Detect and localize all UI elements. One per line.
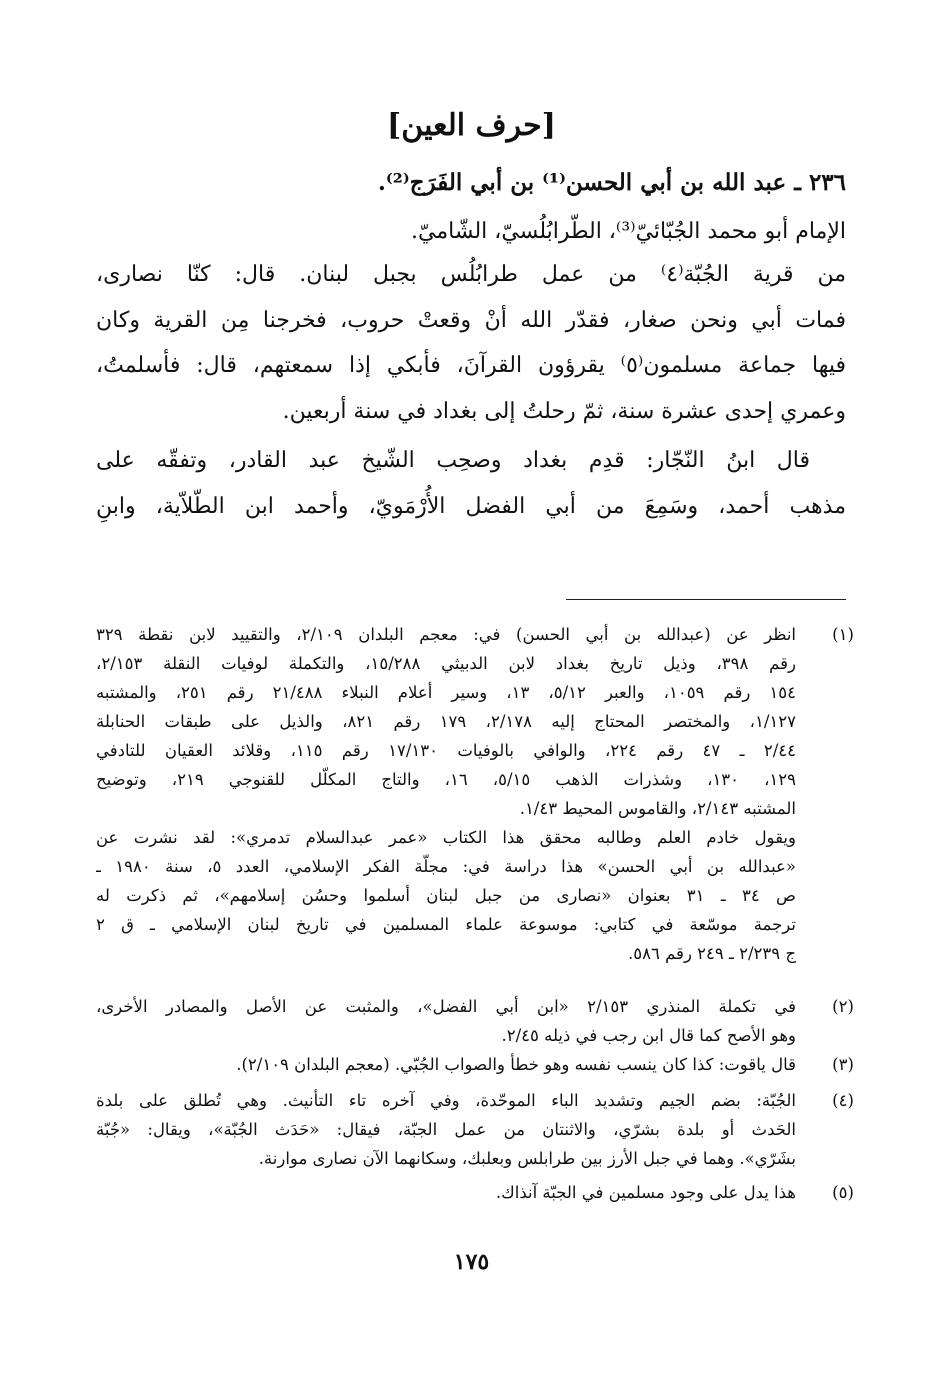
- footnote-line: انظر عن (عبدالله بن أبي الحسن) في: معجم البلدان ٢/١٠٩، والتقييد لابن نقطة ٣٢٩: [96, 625, 796, 644]
- footnote-line: رقم ٣٩٨، وذيل تاريخ بغداد لابن الدبيثي ١٥/٢٨٨، والتكملة لوفيات النقلة ٢/١٥٣،: [96, 654, 796, 673]
- footnote-line: ويقول خادم العلم وطالبه محقق هذا الكتاب «عمر عبدالسلام تدمري»: لقد نشرت عن: [96, 828, 796, 847]
- body-line: وعمري إحدى عشرة سنة، ثمّ رحلتُ إلى بغداد في سنة أربعين.: [282, 399, 846, 424]
- footnote-line: بشَرّي». وهما في جبل الأرز بين طرابلس وبعلبك، وسكانهما الآن نصارى موارنة.: [258, 1149, 796, 1168]
- page-number: ١٧٥: [453, 1249, 490, 1275]
- footnote-line: هذا يدل على وجود مسلمين في الجبّة آنذاك.: [495, 1183, 796, 1202]
- body-line: مذهب أحمد، وسَمِعَ من أبي الفضل الأُرْمَويّ، وأحمد ابن الطّلاّية، وابنِ: [96, 494, 846, 519]
- footnote-line: ١/١٢٧، والمختصر المحتاج إليه ٢/١٧٨، ١٧٩ رقم ٨٢١، والذيل على طبقات الحنابلة: [96, 712, 796, 731]
- entry-heading: ٢٣٦ ـ عبد الله بن أبي الحسن⁽¹⁾ بن أبي الفَرَج⁽²⁾.: [377, 169, 846, 196]
- footnote-line: الجُبّة: بضم الجيم وتشديد الباء الموحّدة، وفي آخره تاء التأنيث. وهي تُطلق على بلدة: [96, 1091, 796, 1110]
- footnote-4: [96, 1086, 866, 1173]
- body-line: فيها جماعة مسلمون⁽٥⁾ يقرؤون القرآنَ، فأبكي إذا سمعتهم، قال: فأسلمتُ،: [96, 353, 846, 378]
- footnote-line: ٢/٤٤ ـ ٤٧ رقم ٢٢٤، والوافي بالوفيات ١٧/١٣٠ رقم ١١٥، وقلائد العقيان للتادفي: [96, 741, 796, 760]
- chapter-heading: [حرف العين]: [387, 108, 556, 143]
- footnote-number: (٢): [832, 997, 854, 1016]
- body-line: الإمام أبو محمد الجُبّائيّ⁽³⁾، الطّرابُلُسيّ، الشّاميّ.: [411, 219, 846, 244]
- footnote-line: «عبدالله بن أبي الحسن» هذا دراسة في: مجلّة الفكر الإسلامي، العدد ٥، سنة ١٩٨٠ ـ: [96, 857, 796, 876]
- footnote-line: قال ياقوت: كذا كان ينسب نفسه وهو خطأ والصواب الجُبّي. (معجم البلدان ٢/١٠٩).: [236, 1055, 796, 1074]
- body-line: فمات أبي ونحن صغار، فقدّر الله أنْ وقعتْ حروب، فخرجنا مِن القرية وكان: [96, 308, 846, 333]
- footnote-separator: [566, 599, 846, 600]
- footnote-3: [96, 1050, 866, 1079]
- footnote-line: ترجمة موسّعة في كتابي: موسوعة علماء المسلمين في تاريخ لبنان الإسلامي ـ ق ٢: [96, 915, 796, 934]
- body-line: من قرية الجُبّة⁽٤⁾ من عمل طرابُلُس بجبل لبنان. قال: كنّا نصارى،: [96, 262, 846, 287]
- footnote-line: ج ٢/٢٣٩ ـ ٢٤٩ رقم ٥٨٦.: [627, 944, 796, 963]
- footnote-number: (١): [832, 625, 854, 644]
- footnote-number: (٣): [832, 1055, 854, 1074]
- footnote-line: وهو الأصح كما قال ابن رجب في ذيله ٢/٤٥.: [501, 1026, 796, 1045]
- footnote-line: في تكملة المنذري ٢/١٥٣ «ابن أبي الفضل»، والمثبت عن الأصل والمصادر الأخرى،: [96, 997, 796, 1016]
- footnote-number: (٤): [832, 1091, 854, 1110]
- footnote-1: [96, 620, 866, 968]
- footnote-5: [96, 1178, 866, 1207]
- footnote-line: المشتبه ٢/١٤٣، والقاموس المحيط ١/٤٣.: [519, 799, 796, 818]
- footnote-line: الحَدث أو بلدة بشرّي، والاثنتان من عمل الجبّة، فيقال: «حَدَث الجُبّة»، ويقال: «جُبّة: [96, 1120, 796, 1139]
- footnote-line: ١٥٤ رقم ١٠٥٩، والعبر ٥/١٢، ١٣، وسير أعلام النبلاء ٢١/٤٨٨ رقم ٢٥١، والمشتبه: [96, 683, 796, 702]
- footnote-2: [96, 992, 866, 1050]
- body-line: قال ابنُ النّجّار: قدِم بغداد وصحِب الشّيخ عبد القادر، وتفقّه على: [96, 448, 810, 473]
- footnote-line: ١٢٩، ١٣٠، وشذرات الذهب ٥/١٥، ١٦، والتاج المكلّل للقنوجي ٢١٩، وتوضيح: [96, 770, 796, 789]
- footnote-number: (٥): [832, 1183, 854, 1202]
- footnote-line: ص ٣٤ ـ ٣١ بعنوان «نصارى من جبل لبنان أسلموا وحسُن إسلامهم»، ثم ذكرت له: [96, 886, 796, 905]
